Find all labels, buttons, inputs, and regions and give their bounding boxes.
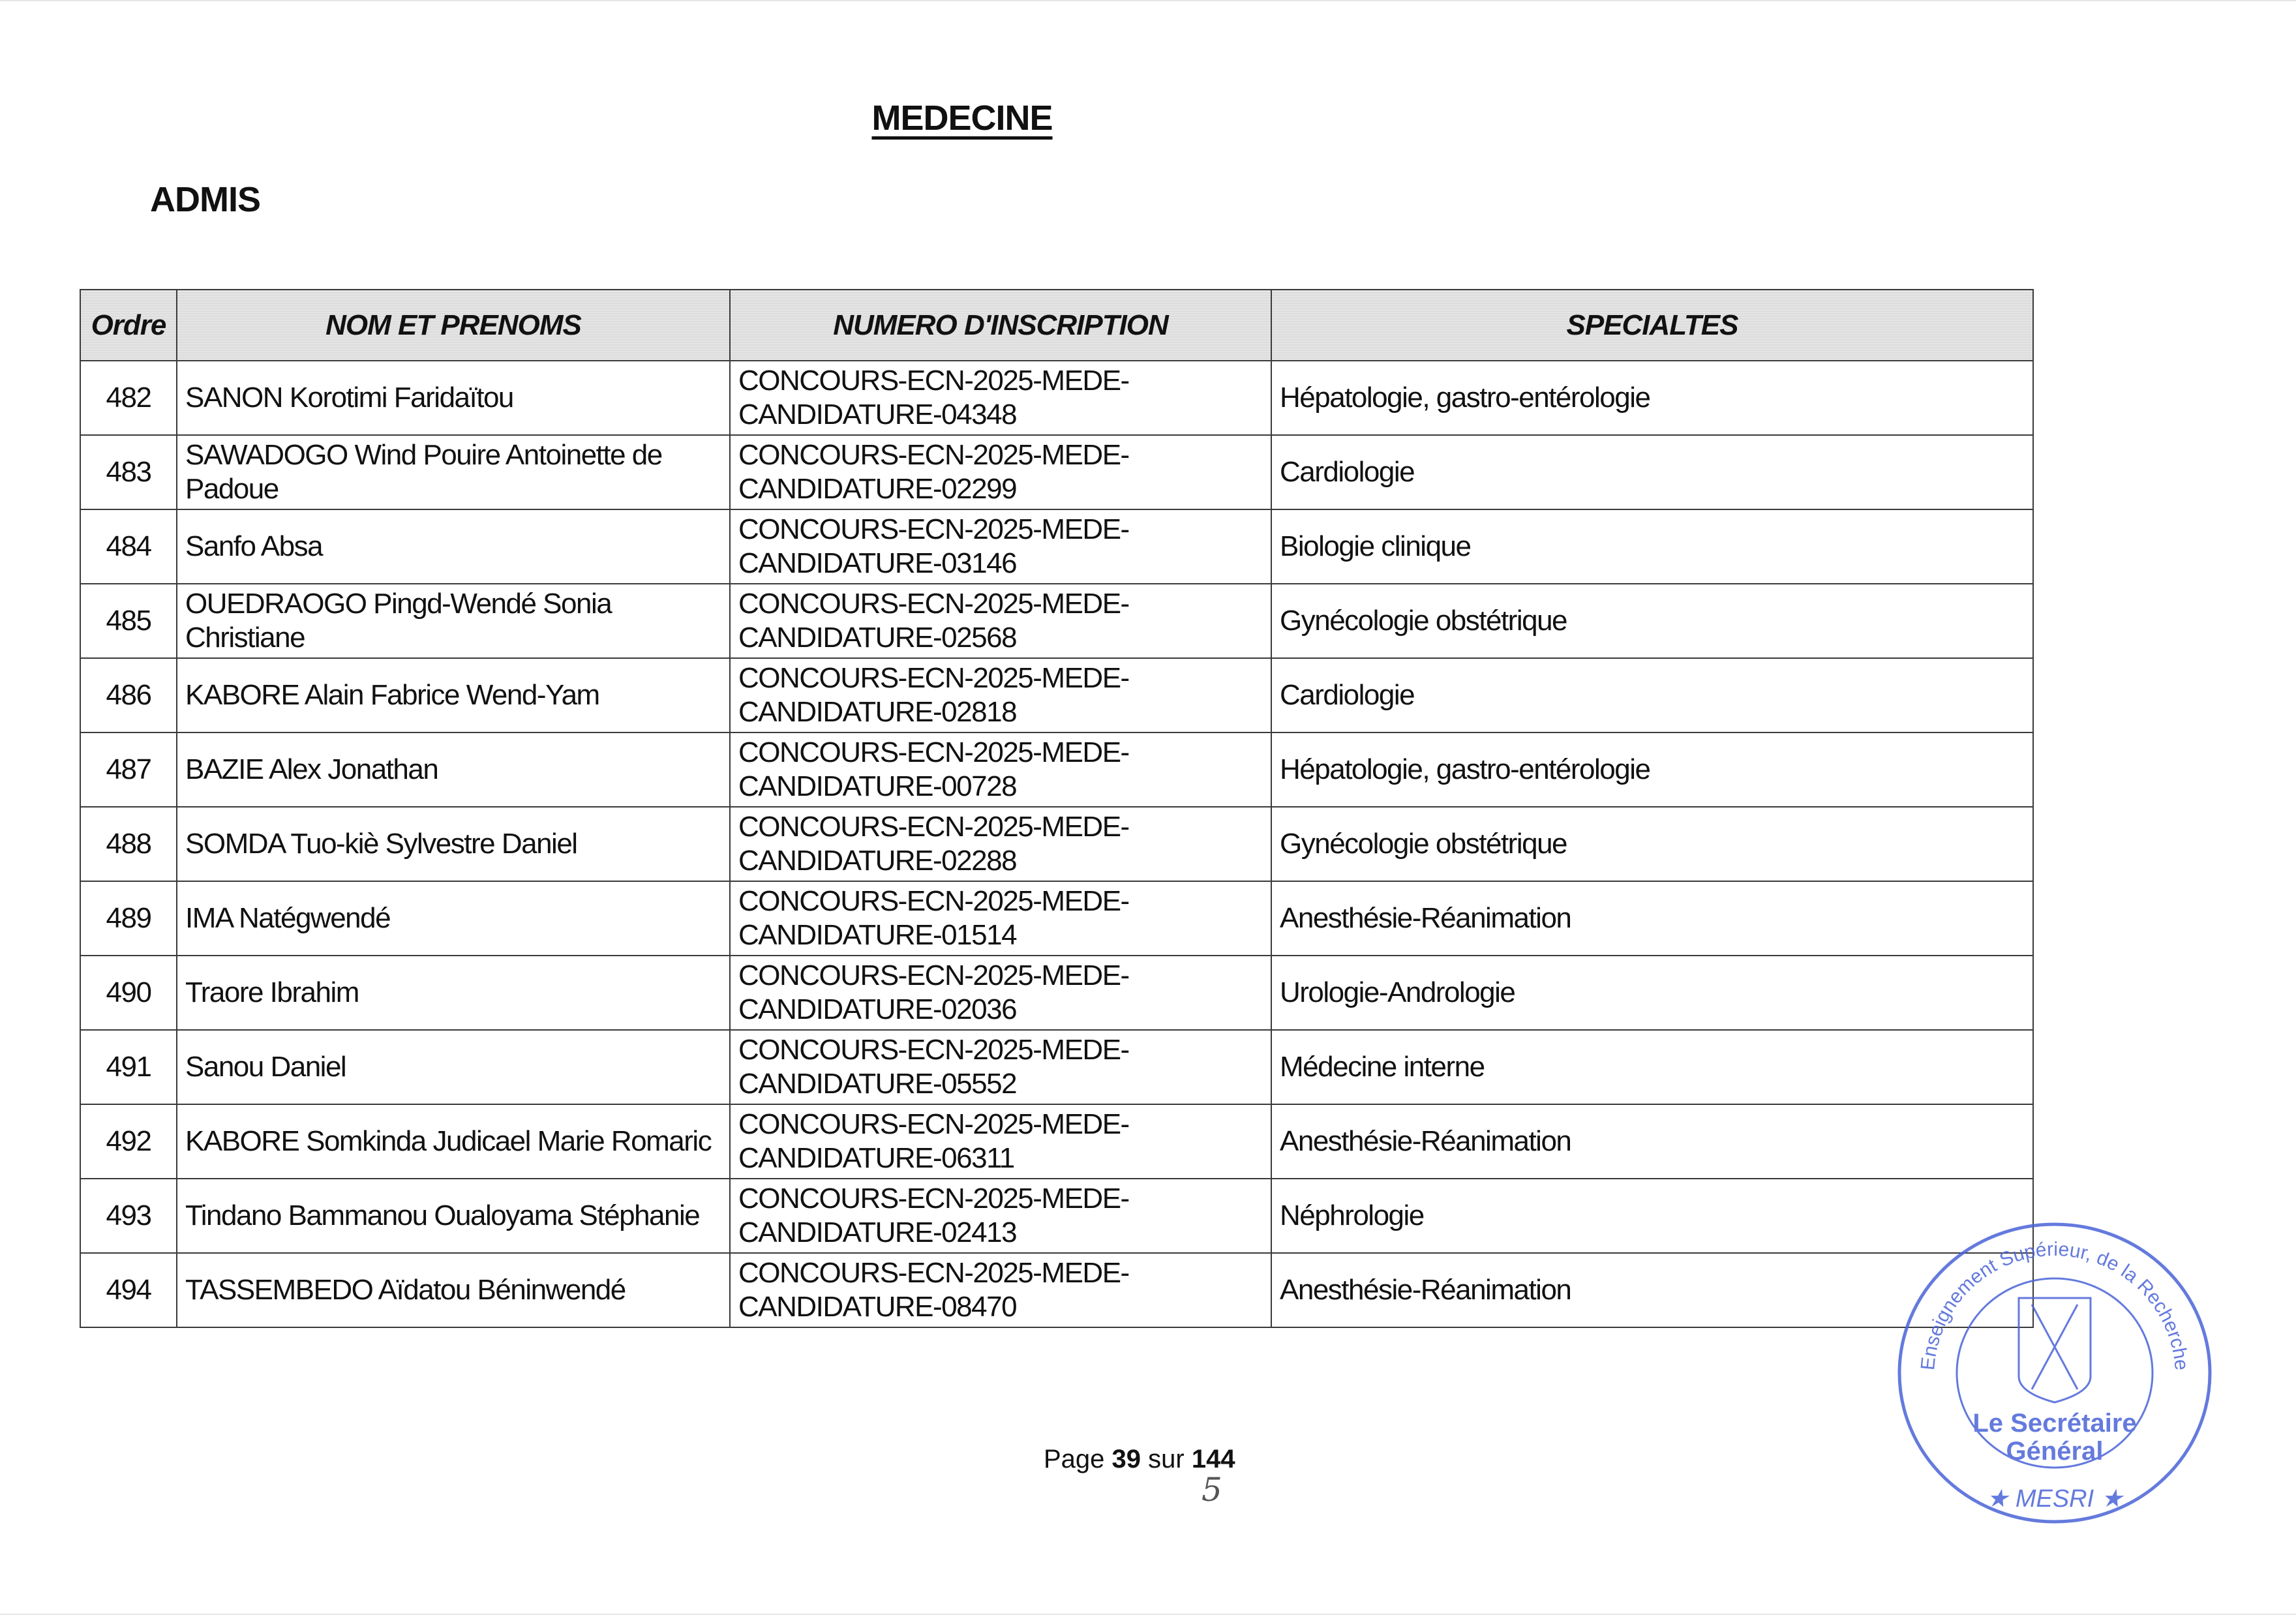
- specialty-cell: [1271, 1030, 2033, 1104]
- name-cell-text: OUEDRAOGO Pingd-Wendé Sonia Christiane: [185, 588, 612, 654]
- specialty-cell-text: Biologie clinique: [1280, 530, 1471, 562]
- registration-cell-text: CANDIDATURE-00728: [738, 770, 1017, 802]
- registration-cell-text: CANDIDATURE-01514: [738, 919, 1017, 951]
- order-cell: [80, 361, 177, 435]
- name-cell-text: SANON Korotimi Faridaïtou: [185, 382, 513, 414]
- stamp-title-line2: Général: [2006, 1437, 2104, 1466]
- registration-cell: [730, 956, 1271, 1030]
- order-cell-text: 493: [106, 1200, 151, 1231]
- order-cell: [80, 1104, 177, 1179]
- order-cell-text: 488: [106, 828, 151, 860]
- specialty-cell-text: Urologie-Andrologie: [1280, 976, 1515, 1008]
- specialty-cell-text: Anesthésie-Réanimation: [1280, 1125, 1571, 1157]
- registration-cell-text: CANDIDATURE-03146: [738, 547, 1017, 579]
- specialty-cell-text: Médecine interne: [1280, 1051, 1485, 1083]
- order-cell: [80, 732, 177, 807]
- name-cell-text: Sanfo Absa: [185, 530, 323, 562]
- order-cell: [80, 807, 177, 881]
- table-body: [80, 361, 2033, 1327]
- specialty-cell: [1271, 807, 2033, 881]
- stamp-title-line1: Le Secrétaire: [1972, 1409, 2137, 1438]
- table-row: [80, 956, 2033, 1030]
- registration-cell-text: CANDIDATURE-04348: [738, 399, 1017, 430]
- title-text: MEDECINE: [871, 98, 1053, 138]
- page-number: 39: [1111, 1445, 1141, 1473]
- order-cell: [80, 956, 177, 1030]
- handwritten-mark: 5: [1201, 1471, 1222, 1509]
- registration-cell-text: CANDIDATURE-02818: [738, 696, 1017, 728]
- name-cell-text: TASSEMBEDO Aïdatou Béninwendé: [185, 1274, 626, 1306]
- registration-cell: [730, 435, 1271, 509]
- table-row: [80, 509, 2033, 584]
- name-cell: [177, 956, 730, 1030]
- official-stamp: [1888, 1213, 2221, 1533]
- table-row: [80, 1030, 2033, 1104]
- specialty-cell-text: Gynécologie obstétrique: [1280, 605, 1567, 637]
- registration-cell-text: CONCOURS-ECN-2025-MEDE-: [738, 513, 1129, 545]
- results-table: [80, 289, 2034, 1328]
- registration-cell: [730, 658, 1271, 732]
- name-cell-text: Sanou Daniel: [185, 1051, 346, 1083]
- table-row: [80, 435, 2033, 509]
- name-cell-text: Tindano Bammanou Oualoyama Stéphanie: [185, 1200, 700, 1231]
- name-cell: [177, 435, 730, 509]
- registration-cell-text: CONCOURS-ECN-2025-MEDE-: [738, 365, 1129, 397]
- name-cell: [177, 584, 730, 658]
- name-cell-text: Traore Ibrahim: [185, 976, 359, 1008]
- specialty-cell: [1271, 361, 2033, 435]
- name-cell-text: SOMDA Tuo-kiè Sylvestre Daniel: [185, 828, 577, 860]
- name-cell-text: KABORE Alain Fabrice Wend-Yam: [185, 679, 599, 711]
- name-cell: [177, 361, 730, 435]
- registration-cell: [730, 1253, 1271, 1327]
- specialty-cell-text: Anesthésie-Réanimation: [1280, 1274, 1571, 1306]
- section-heading: ADMIS: [150, 180, 260, 219]
- name-cell: [177, 732, 730, 807]
- header-registration: NUMERO D'INSCRIPTION: [730, 290, 1271, 361]
- name-cell: [177, 1253, 730, 1327]
- order-cell-text: 492: [106, 1125, 151, 1157]
- specialty-cell-text: Cardiologie: [1280, 679, 1415, 711]
- registration-cell-text: CONCOURS-ECN-2025-MEDE-: [738, 736, 1129, 768]
- table-row: [80, 807, 2033, 881]
- specialty-cell-text: Hépatologie, gastro-entérologie: [1280, 382, 1650, 414]
- registration-cell-text: CANDIDATURE-02299: [738, 473, 1017, 505]
- name-cell: [177, 881, 730, 956]
- specialty-cell-text: Cardiologie: [1280, 456, 1415, 488]
- registration-cell: [730, 509, 1271, 584]
- order-cell: [80, 435, 177, 509]
- order-cell-text: 484: [106, 530, 151, 562]
- name-cell: [177, 658, 730, 732]
- registration-cell-text: CANDIDATURE-06311: [738, 1142, 1014, 1174]
- specialty-cell: [1271, 435, 2033, 509]
- registration-cell: [730, 584, 1271, 658]
- header-order: Ordre: [80, 290, 177, 361]
- order-cell: [80, 584, 177, 658]
- registration-cell-text: CONCOURS-ECN-2025-MEDE-: [738, 1257, 1129, 1289]
- order-cell: [80, 1253, 177, 1327]
- header-name: NOM ET PRENOMS: [177, 290, 730, 361]
- stamp-bottom-text: ★ MESRI ★: [1986, 1485, 2123, 1513]
- registration-cell: [730, 881, 1271, 956]
- specialty-cell: [1271, 584, 2033, 658]
- order-cell: [80, 658, 177, 732]
- registration-cell-text: CANDIDATURE-02413: [738, 1216, 1017, 1248]
- table-header-row: [80, 290, 2033, 361]
- registration-cell-text: CANDIDATURE-08470: [738, 1291, 1017, 1323]
- registration-cell-text: CANDIDATURE-02036: [738, 993, 1017, 1025]
- order-cell-text: 489: [106, 902, 151, 934]
- specialty-cell-text: Gynécologie obstétrique: [1280, 828, 1567, 860]
- stamp-outer-ring: [1899, 1224, 2210, 1522]
- name-cell: [177, 509, 730, 584]
- order-cell-text: 486: [106, 679, 151, 711]
- name-cell: [177, 1030, 730, 1104]
- name-cell: [177, 1179, 730, 1253]
- specialty-cell-text: Anesthésie-Réanimation: [1280, 902, 1571, 934]
- registration-cell-text: CONCOURS-ECN-2025-MEDE-: [738, 588, 1129, 620]
- registration-cell-text: CONCOURS-ECN-2025-MEDE-: [738, 811, 1129, 843]
- name-cell: [177, 807, 730, 881]
- name-cell-text: BAZIE Alex Jonathan: [185, 753, 438, 785]
- table-row: [80, 732, 2033, 807]
- order-cell: [80, 1179, 177, 1253]
- document-title: [0, 98, 1924, 138]
- order-cell-text: 483: [106, 456, 151, 488]
- name-cell: [177, 1104, 730, 1179]
- specialty-cell: [1271, 881, 2033, 956]
- order-cell-text: 494: [106, 1274, 151, 1306]
- header-specialty: SPECIALTES: [1271, 290, 2033, 361]
- name-cell-text: IMA Natégwendé: [185, 902, 391, 934]
- registration-cell: [730, 361, 1271, 435]
- registration-cell: [730, 732, 1271, 807]
- order-cell: [80, 1030, 177, 1104]
- registration-cell: [730, 1179, 1271, 1253]
- registration-cell: [730, 807, 1271, 881]
- registration-cell: [730, 1030, 1271, 1104]
- total-pages: 144: [1191, 1445, 1235, 1473]
- page-label: Page: [1044, 1445, 1105, 1473]
- table-row: [80, 1253, 2033, 1327]
- registration-cell-text: CANDIDATURE-05552: [738, 1068, 1017, 1100]
- order-cell: [80, 881, 177, 956]
- registration-cell-text: CONCOURS-ECN-2025-MEDE-: [738, 439, 1129, 471]
- specialty-cell-text: Néphrologie: [1280, 1200, 1424, 1231]
- order-cell-text: 490: [106, 976, 151, 1008]
- registration-cell-text: CANDIDATURE-02288: [738, 845, 1017, 877]
- registration-cell-text: CONCOURS-ECN-2025-MEDE-: [738, 885, 1129, 917]
- registration-cell-text: CONCOURS-ECN-2025-MEDE-: [738, 1034, 1129, 1066]
- specialty-cell: [1271, 1104, 2033, 1179]
- order-cell: [80, 509, 177, 584]
- registration-cell: [730, 1104, 1271, 1179]
- order-cell-text: 482: [106, 382, 151, 414]
- registration-cell-text: CONCOURS-ECN-2025-MEDE-: [738, 1108, 1129, 1140]
- of-label: sur: [1148, 1445, 1185, 1473]
- order-cell-text: 485: [106, 605, 151, 637]
- table-row: [80, 881, 2033, 956]
- registration-cell-text: CONCOURS-ECN-2025-MEDE-: [738, 1183, 1129, 1215]
- table-row: [80, 658, 2033, 732]
- table-row: [80, 1104, 2033, 1179]
- specialty-cell-text: Hépatologie, gastro-entérologie: [1280, 753, 1650, 785]
- registration-cell-text: CONCOURS-ECN-2025-MEDE-: [738, 662, 1129, 694]
- specialty-cell: [1271, 509, 2033, 584]
- registration-cell-text: CONCOURS-ECN-2025-MEDE-: [738, 959, 1129, 991]
- table-row: [80, 584, 2033, 658]
- table-row: [80, 1179, 2033, 1253]
- name-cell-text: SAWADOGO Wind Pouire Antoinette de Padoue: [185, 439, 662, 505]
- coat-of-arms-icon: [2019, 1298, 2091, 1402]
- registration-cell-text: CANDIDATURE-02568: [738, 622, 1017, 654]
- stamp-outer-text: Enseignement Supérieur, de la Recherche: [1917, 1238, 2192, 1372]
- name-cell-text: KABORE Somkinda Judicael Marie Romaric: [185, 1125, 712, 1157]
- order-cell-text: 487: [106, 753, 151, 785]
- specialty-cell: [1271, 658, 2033, 732]
- specialty-cell: [1271, 956, 2033, 1030]
- page-footer: [1044, 1445, 1235, 1474]
- order-cell-text: 491: [106, 1051, 151, 1083]
- table-row: [80, 361, 2033, 435]
- specialty-cell: [1271, 732, 2033, 807]
